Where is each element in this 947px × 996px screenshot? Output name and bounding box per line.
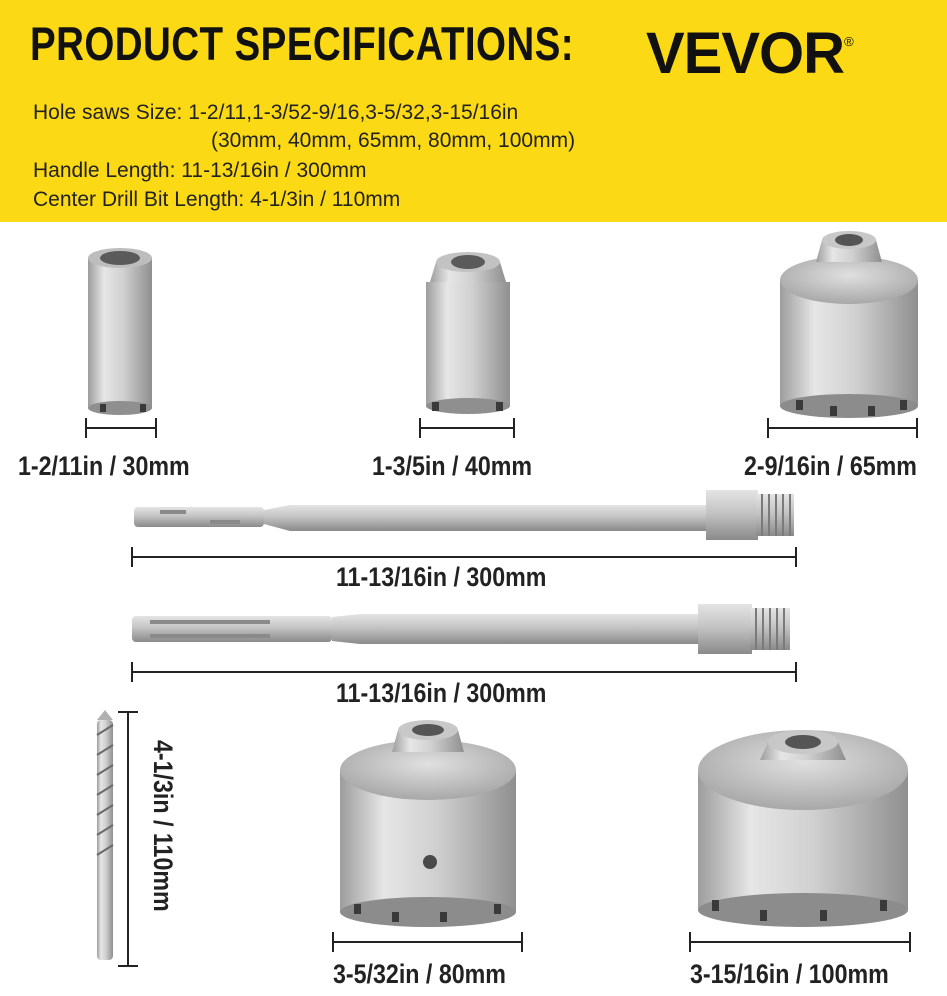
label-rod-sds-plus: 11-13/16in / 300mm	[336, 562, 547, 592]
label-saw-40mm: 1-3/5in / 40mm	[372, 451, 533, 481]
label-saw-30mm: 1-2/11in / 30mm	[18, 451, 190, 481]
label-drill-bit: 4-1/3in / 110mm	[148, 740, 178, 912]
label-saw-65mm: 2-9/16in / 65mm	[744, 451, 917, 481]
dimension-line-drill-bit	[118, 712, 138, 966]
hole-saw-65mm	[780, 231, 918, 418]
page-title: PRODUCT SPECIFICATIONS:	[30, 17, 575, 70]
connecting-rod-sds-max	[132, 604, 790, 654]
spec-drill-bit-length: Center Drill Bit Length: 4-1/3in / 110mm	[33, 188, 401, 211]
spec-hole-saw-sizes: Hole saws Size: 1-2/11,1-3/52-9/16,3-5/32,3-15/16in	[33, 101, 519, 124]
label-saw-100mm: 3-15/16in / 100mm	[690, 959, 889, 989]
dimension-line-40mm	[420, 418, 514, 438]
brand-name: VEVOR	[646, 21, 845, 86]
connecting-rod-sds-plus	[134, 490, 794, 540]
dimension-line-80mm	[333, 932, 522, 952]
hole-saw-40mm	[426, 252, 510, 414]
spec-hole-saw-metric: (30mm, 40mm, 65mm, 80mm, 100mm)	[211, 129, 576, 152]
label-rod-sds-max: 11-13/16in / 300mm	[336, 678, 547, 708]
label-saw-80mm: 3-5/32in / 80mm	[333, 959, 506, 989]
hole-saw-100mm	[698, 730, 908, 927]
dimension-line-65mm	[768, 418, 917, 438]
dimension-line-30mm	[86, 418, 156, 438]
hole-saw-80mm	[340, 720, 516, 927]
registered-mark: ®	[844, 34, 853, 49]
hole-saw-30mm	[88, 248, 152, 415]
center-drill-bit	[97, 710, 113, 960]
dimension-line-100mm	[690, 932, 910, 952]
spec-handle-length: Handle Length: 11-13/16in / 300mm	[33, 159, 367, 182]
